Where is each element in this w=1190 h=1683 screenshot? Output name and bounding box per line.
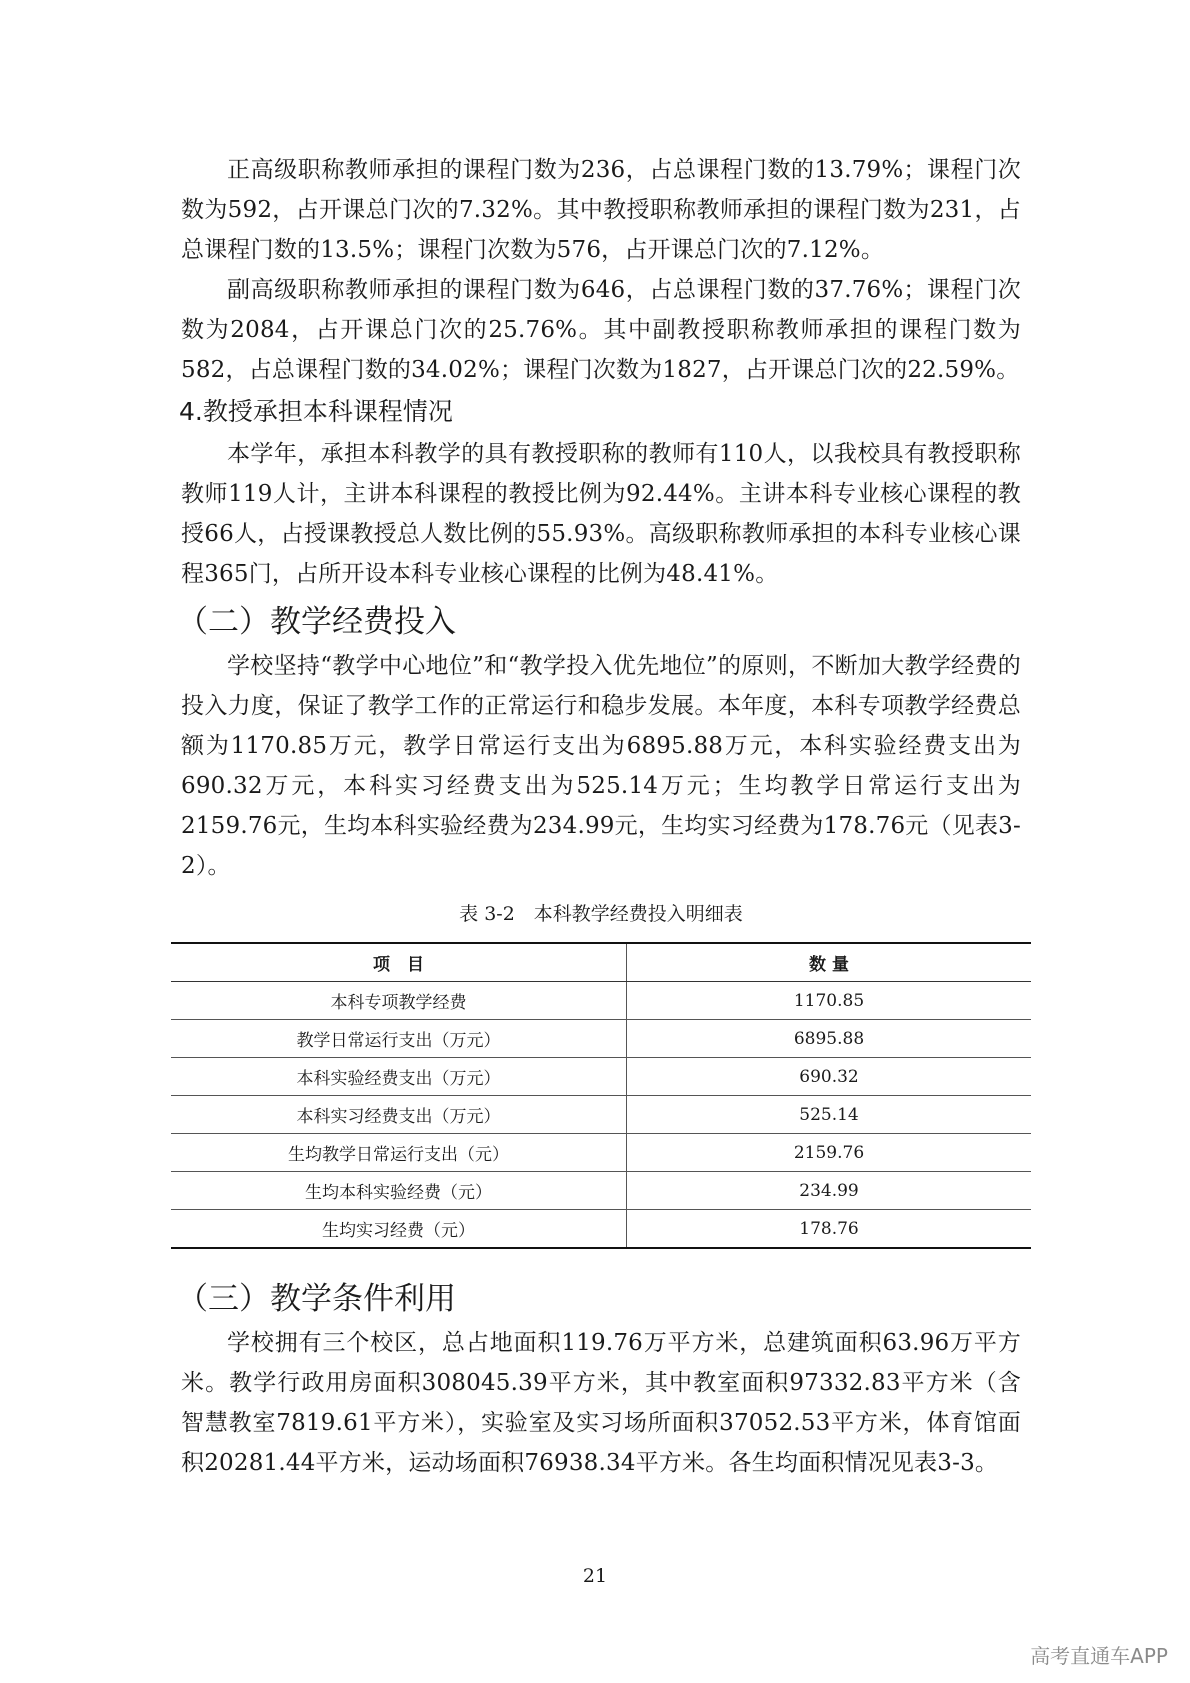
section-funding-heading: （二）教学经费投入: [177, 604, 456, 640]
paragraph-conditions: 学校拥有三个校区，总占地面积119.76万平方米，总建筑面积63.96万平方米。教学行政用房面积308045.39平方米，其中教室面积97332.83平方米（含智慧教室7819.61平方米），实验室及实习场所面积37052.53平方米，体育馆面积20281.44平方米，运动场面积76938.34平方米。各生均面积情况见表3-3。: [181, 1330, 1021, 1476]
paragraph-funding: 学校坚持“教学中心地位”和“教学投入优先地位”的原则，不断加大教学经费的投入力度，保证了教学工作的正常运行和稳步发展。本年度，本科专项教学经费总额为1170.85万元，教学日常运行支出为6895.88万元，本科实验经费支出为690.32万元，本科实习经费支出为525.14万元；生均教学日常运行支出为2159.76元，生均本科实验经费为234.99元，生均实习经费为178.76元（见表3-2）。: [181, 653, 1021, 879]
table-cell-amount: 525.14: [627, 1096, 1032, 1134]
table-caption: 表 3-2 本科教学经费投入明细表: [459, 903, 743, 925]
paragraph-associate-title-courses: 副高级职称教师承担的课程门数为646，占总课程门数的37.76%；课程门次数为2084，占开课总门次的25.76%。其中副教授职称教师承担的课程门数为582，占总课程门数的34.02%；课程门次数为1827，占开课总门次的22.59%。: [181, 277, 1021, 383]
table-spacer: [181, 1249, 1021, 1271]
table-row: [171, 1058, 1031, 1096]
paragraph-professors-courses: 本学年，承担本科教学的具有教授职称的教师有110人，以我校具有教授职称教师119人计，主讲本科课程的教授比例为92.44%。主讲本科专业核心课程的教授66人，占授课教授总人数比例的55.93%。高级职称教师承担的本科专业核心课程365门，占所开设本科专业核心课程的比例为48.41%。: [181, 441, 1021, 587]
table-row: [171, 982, 1031, 1020]
table-cell-amount: 1170.85: [627, 982, 1032, 1020]
table-row: [171, 1172, 1031, 1210]
table-row: [171, 1134, 1031, 1172]
table-cell-item: 教学日常运行支出（万元）: [171, 1020, 627, 1058]
column-header-item: 项 目: [171, 943, 627, 982]
table-header-row: [171, 943, 1031, 982]
table-row: [171, 1210, 1031, 1249]
table-cell-item: 生均实习经费（元）: [171, 1210, 627, 1249]
document-page: [177, 150, 1021, 1483]
paragraph-senior-title-courses: 正高级职称教师承担的课程门数为236，占总课程门数的13.79%；课程门次数为592，占开课总门次的7.32%。其中教授职称教师承担的课程门数为231，占总课程门数的13.5%；课程门次数为576，占开课总门次的7.12%。: [181, 157, 1021, 263]
page-number: 21: [582, 1565, 608, 1587]
table-cell-item: 生均教学日常运行支出（元）: [171, 1134, 627, 1172]
table-cell-item: 本科专项教学经费: [171, 982, 627, 1020]
column-header-amount: 数 量: [627, 943, 1032, 982]
table-cell-item: 生均本科实验经费（元）: [171, 1172, 627, 1210]
table-row: [171, 1096, 1031, 1134]
section-conditions-heading: （三）教学条件利用: [177, 1281, 456, 1317]
app-watermark: 高考直通车APP: [1030, 1644, 1168, 1668]
table-row: [171, 1020, 1031, 1058]
table-cell-amount: 234.99: [627, 1172, 1032, 1210]
table-cell-amount: 690.32: [627, 1058, 1032, 1096]
table-cell-amount: 178.76: [627, 1210, 1032, 1249]
section-4-heading: 4.教授承担本科课程情况: [179, 397, 453, 426]
funding-table: [171, 942, 1031, 1249]
table-cell-amount: 6895.88: [627, 1020, 1032, 1058]
table-cell-item: 本科实习经费支出（万元）: [171, 1096, 627, 1134]
table-cell-amount: 2159.76: [627, 1134, 1032, 1172]
table-cell-item: 本科实验经费支出（万元）: [171, 1058, 627, 1096]
